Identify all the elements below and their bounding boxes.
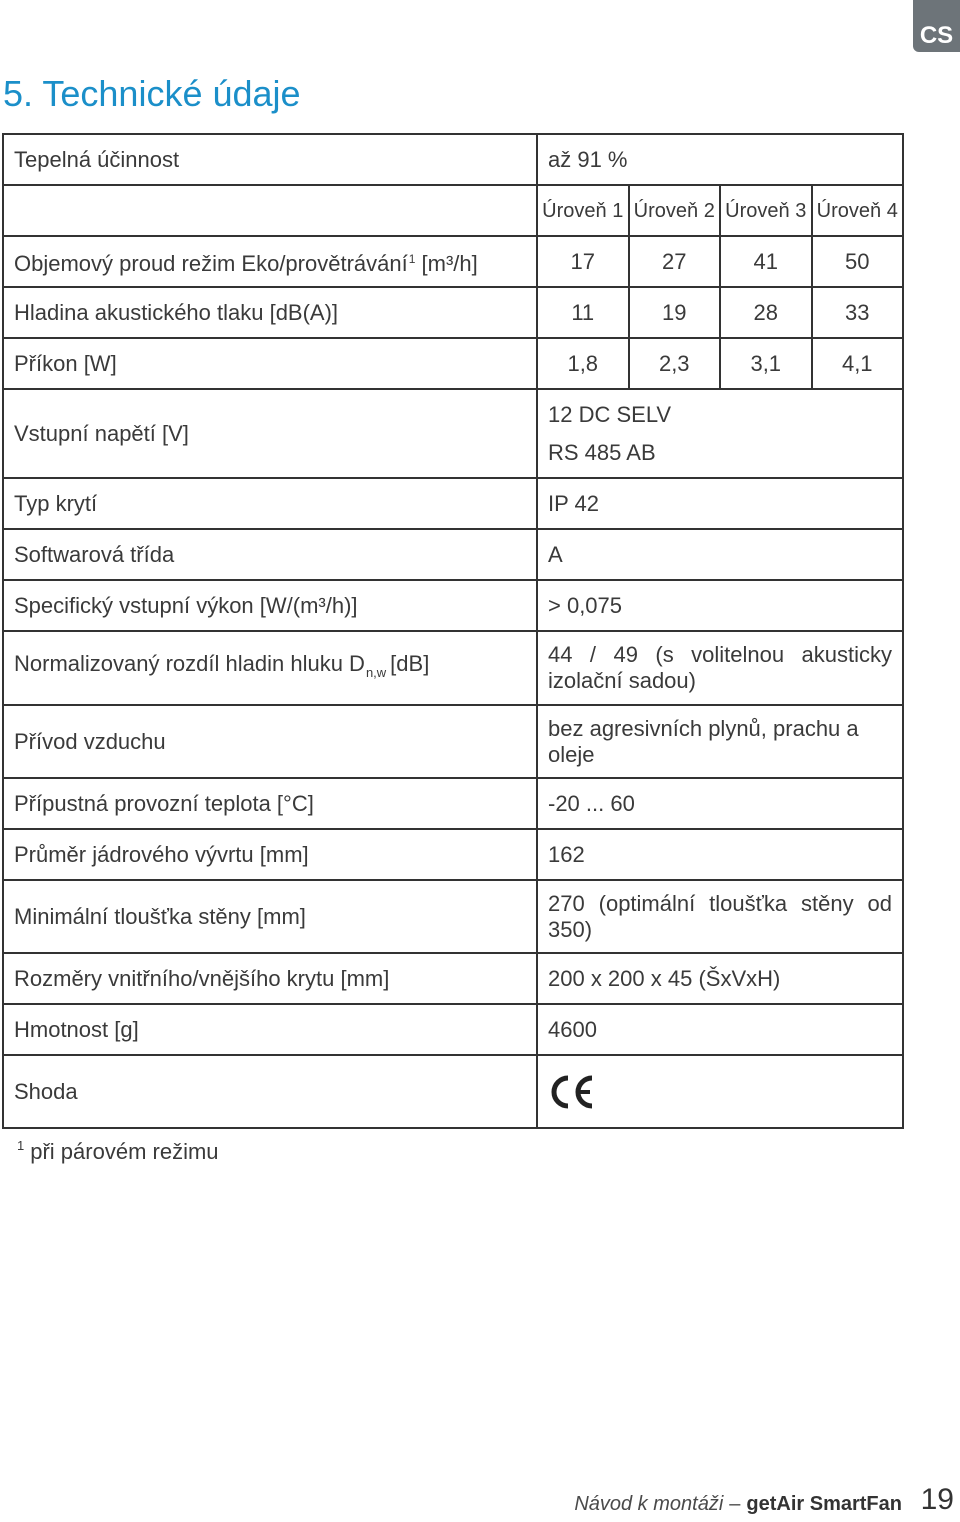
footer-manual: Návod k montáži <box>574 1493 724 1515</box>
table-row <box>3 185 903 236</box>
footnote <box>17 1138 219 1165</box>
row-value <box>537 1055 903 1128</box>
row-label: Rozměry vnitřního/vnějšího krytu [mm] <box>3 953 537 1004</box>
level-value: 27 <box>629 236 721 287</box>
footnote-mark: 1 <box>17 1138 25 1153</box>
table-row <box>3 529 903 580</box>
level-header: Úroveň 3 <box>720 185 812 236</box>
row-label: Průměr jádrového vývrtu [mm] <box>3 829 537 880</box>
empty-cell <box>3 185 537 236</box>
page-footer <box>574 1493 902 1516</box>
row-label <box>3 631 537 705</box>
subscript: n,w <box>365 664 387 680</box>
table-row <box>3 953 903 1004</box>
row-label: Hmotnost [g] <box>3 1004 537 1055</box>
row-label: Typ krytí <box>3 478 537 529</box>
label-text: Objemový proud režim Eko/provětrávání <box>14 251 408 276</box>
footer-product: getAir SmartFan <box>746 1493 902 1515</box>
row-value: -20 ... 60 <box>537 778 903 829</box>
table-row <box>3 829 903 880</box>
ce-mark-icon <box>548 1074 596 1110</box>
table-row <box>3 338 903 389</box>
row-label: Shoda <box>3 1055 537 1128</box>
level-header: Úroveň 2 <box>629 185 721 236</box>
row-value: 162 <box>537 829 903 880</box>
row-value: až 91 % <box>537 134 903 185</box>
table-row <box>3 1055 903 1128</box>
level-value: 33 <box>812 287 904 338</box>
row-value: 270 (optimální tloušťka stěny od 350) <box>537 880 903 953</box>
level-value: 17 <box>537 236 629 287</box>
row-value <box>537 389 903 478</box>
value-line: RS 485 AB <box>548 439 656 465</box>
level-value: 1,8 <box>537 338 629 389</box>
table-row <box>3 389 903 478</box>
footnote-text: při párovém režimu <box>30 1139 219 1164</box>
row-value: 200 x 200 x 45 (ŠxVxH) <box>537 953 903 1004</box>
row-label: Tepelná účinnost <box>3 134 537 185</box>
level-value: 19 <box>629 287 721 338</box>
level-value: 3,1 <box>720 338 812 389</box>
row-value: IP 42 <box>537 478 903 529</box>
row-label: Přívod vzduchu <box>3 705 537 778</box>
technical-data-table <box>2 133 904 1129</box>
level-value: 4,1 <box>812 338 904 389</box>
row-label: Specifický vstupní výkon [W/(m³/h)] <box>3 580 537 631</box>
row-label: Vstupní napětí [V] <box>3 389 537 478</box>
unit-text: [dB] <box>390 650 430 676</box>
label-text: Normalizovaný rozdíl hladin hluku D <box>14 650 365 676</box>
row-value: 4600 <box>537 1004 903 1055</box>
level-value: 41 <box>720 236 812 287</box>
level-header: Úroveň 4 <box>812 185 904 236</box>
table-row <box>3 705 903 778</box>
row-label <box>3 236 537 287</box>
row-label: Hladina akustického tlaku [dB(A)] <box>3 287 537 338</box>
table-row <box>3 236 903 287</box>
footnote-mark: 1 <box>408 252 416 266</box>
table-row <box>3 1004 903 1055</box>
language-badge: CS <box>913 0 960 52</box>
table-row <box>3 778 903 829</box>
row-label: Příkon [W] <box>3 338 537 389</box>
page-title: 5. Technické údaje <box>3 73 301 114</box>
table-row <box>3 880 903 953</box>
page-number: 19 <box>920 1483 954 1516</box>
level-value: 50 <box>812 236 904 287</box>
row-value: > 0,075 <box>537 580 903 631</box>
table-row <box>3 478 903 529</box>
table-row <box>3 134 903 185</box>
row-value: 44 / 49 (s volitelnou akusticky izolační sadou) <box>537 631 903 705</box>
unit-text: [m³/h] <box>421 251 478 276</box>
table-row <box>3 287 903 338</box>
table-row <box>3 631 903 705</box>
level-value: 28 <box>720 287 812 338</box>
level-value: 2,3 <box>629 338 721 389</box>
row-label: Softwarová třída <box>3 529 537 580</box>
row-label: Přípustná provozní teplota [°C] <box>3 778 537 829</box>
level-value: 11 <box>537 287 629 338</box>
footer-dash: – <box>729 1493 741 1515</box>
level-header: Úroveň 1 <box>537 185 629 236</box>
value-line: 12 DC SELV <box>548 401 672 427</box>
row-value: bez agresivních plynů, prachu a oleje <box>537 705 903 778</box>
row-value: A <box>537 529 903 580</box>
row-label: Minimální tloušťka stěny [mm] <box>3 880 537 953</box>
table-row <box>3 580 903 631</box>
